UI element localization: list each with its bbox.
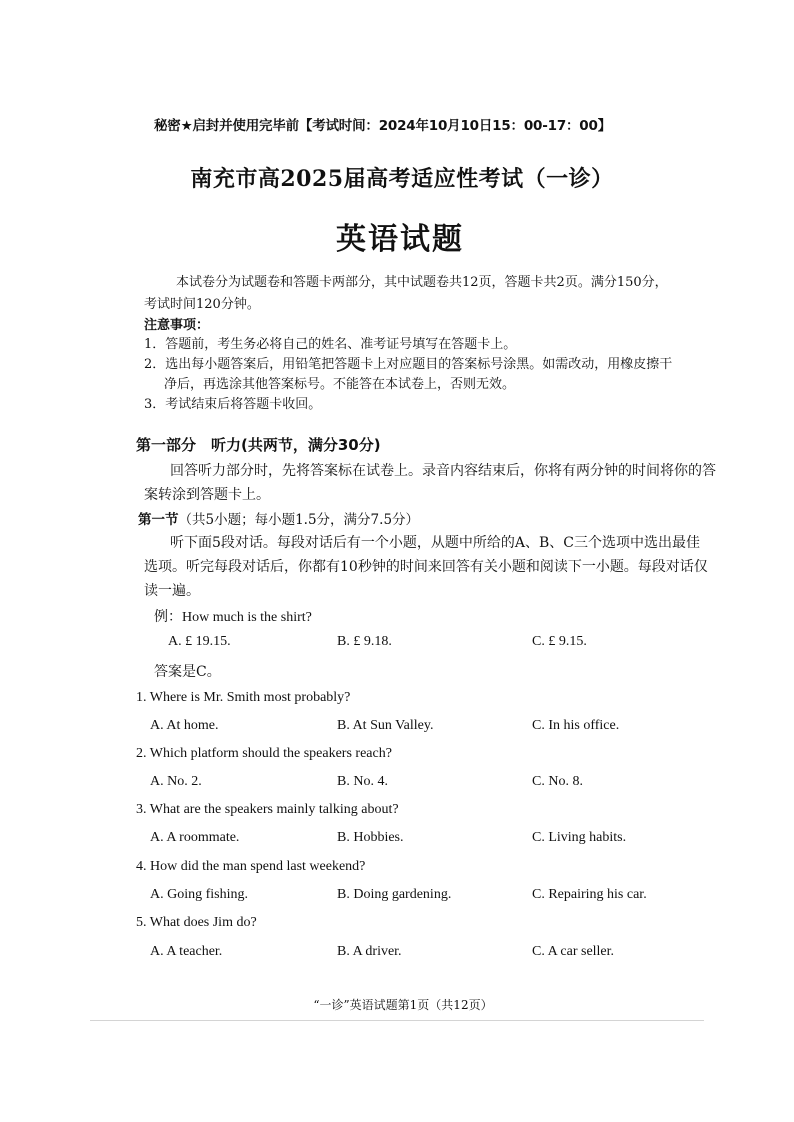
option-a: A. A teacher. <box>150 944 223 959</box>
example-answer: 答案是C。 <box>154 664 221 680</box>
option-b: B. Doing gardening. <box>337 887 452 902</box>
question-text: 4. How did the man spend last weekend? <box>136 859 366 874</box>
page-footer: “一诊”英语试题第1页（共12页） <box>313 998 493 1012</box>
intro-line-1: 本试卷分为试题卷和答题卡两部分，其中试题卷共12页，答题卡共2页。满分150分， <box>176 275 668 290</box>
instruction-line-2: 选项。听完每段对话后，你都有10秒钟的时间来回答有关小题和阅读下一小题。每段对话仅 <box>144 559 708 575</box>
option-b: B. No. 4. <box>337 774 388 789</box>
question-text: 5. What does Jim do? <box>136 915 257 930</box>
section-1-heading: 第一节 <box>138 512 179 528</box>
option-c: C. Living habits. <box>532 830 627 845</box>
part1-heading: 第一部分 听力(共两节，满分30分) <box>136 436 381 454</box>
option-a: A. A roommate. <box>150 830 240 845</box>
example-option-c: C. £ 9.15. <box>532 634 587 649</box>
question-text: 3. What are the speakers mainly talking about? <box>136 802 399 817</box>
option-b: B. At Sun Valley. <box>337 718 434 733</box>
note-item: 1．答题前，考生务必将自己的姓名、准考证号填写在答题卡上。 <box>144 337 517 352</box>
instruction-line-3: 读一遍。 <box>144 583 200 599</box>
note-item: 净后，再选涂其他答案标号。不能答在本试卷上，否则无效。 <box>164 377 516 392</box>
exam-title: 南充市高2025届高考适应性考试（一诊） <box>190 166 614 192</box>
example-question: 例：How much is the shirt? <box>154 610 312 625</box>
exam-subject: 英语试题 <box>336 222 464 257</box>
option-c: C. In his office. <box>532 718 620 733</box>
footer-divider <box>90 1020 704 1021</box>
notes-heading: 注意事项： <box>144 318 210 333</box>
note-item: 3．考试结束后将答题卡收回。 <box>144 397 322 412</box>
note-item: 2．选出每小题答案后，用铅笔把答题卡上对应题目的答案标号涂黑。如需改动，用橡皮擦干 <box>144 357 673 372</box>
instruction-line-1: 听下面5段对话。每段对话后有一个小题，从题中所给的A、B、C三个选项中选出最佳 <box>170 535 701 551</box>
intro-line-2: 考试时间120分钟。 <box>144 297 260 312</box>
section-1-info: （共5小题；每小题1.5分，满分7.5分） <box>178 512 420 528</box>
example-option-a: A. £ 19.15. <box>168 634 231 649</box>
option-c: C. A car seller. <box>532 944 615 959</box>
option-c: C. No. 8. <box>532 774 583 789</box>
section-1-header <box>138 508 419 528</box>
option-a: A. No. 2. <box>150 774 202 789</box>
option-b: B. Hobbies. <box>337 830 404 845</box>
option-c: C. Repairing his car. <box>532 887 647 902</box>
confidential-notice: 秘密★启封并使用完毕前【考试时间：2024年10月10日15：00-17：00】 <box>154 118 611 134</box>
part1-desc-line-1: 回答听力部分时，先将答案标在试卷上。录音内容结束后，你将有两分钟的时间将你的答 <box>170 463 716 479</box>
example-option-b: B. £ 9.18. <box>337 634 392 649</box>
part1-desc-line-2: 案转涂到答题卡上。 <box>144 487 270 503</box>
option-b: B. A driver. <box>337 944 402 959</box>
option-a: A. Going fishing. <box>150 887 248 902</box>
question-text: 1. Where is Mr. Smith most probably? <box>136 690 351 705</box>
question-text: 2. Which platform should the speakers reach? <box>136 746 392 761</box>
option-a: A. At home. <box>150 718 219 733</box>
